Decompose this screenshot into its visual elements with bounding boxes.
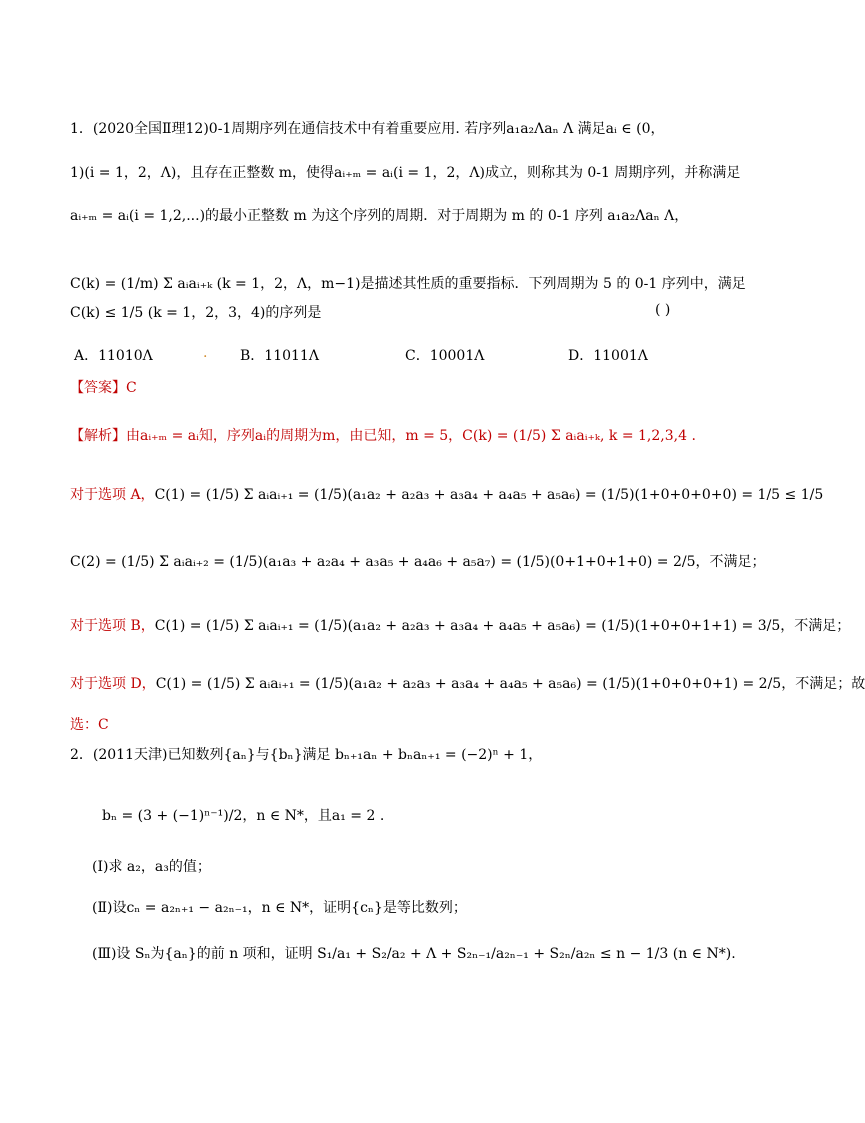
q1-line2 [70,162,740,182]
analysis-text: 由aᵢ₊ₘ = aᵢ知，序列aᵢ的周期为m，由已知，m = 5，C(k) = (1/5) Σ aᵢaᵢ₊ₖ, k = 1,2,3,4 . [126,428,696,444]
opt-b-label: 对于选项 B， [70,618,155,634]
q2-part2: (Ⅱ)设cₙ = a₂ₙ₊₁ − a₂ₙ₋₁，n ∈ N*，证明{cₙ}是等比数列； [92,900,467,916]
q1-line1-text: 1．(2020全国Ⅱ理12)0-1周期序列在通信技术中有着重要应用. 若序列a₁a₂Λaₙ Λ 满足aᵢ ∈ (0， [70,121,665,137]
q1-line2-text: 1)(i = 1，2，Λ)，且存在正整数 m，使得aᵢ₊ₘ = aᵢ(i = 1，2，Λ)成立，则称其为 0-1 周期序列，并称满足 [70,165,741,181]
opt-d-label: 对于选项 D， [70,676,156,692]
q1-line5 [70,302,321,322]
q2-part1: (Ⅰ)求 a₂，a₃的值； [92,859,211,875]
q1-option-d: D．11001Λ [568,348,648,364]
opt-a-c2-text: C(2) = (1/5) Σ aᵢaᵢ₊₂ = (1/5)(a₁a₃ + a₂a₄ + a₃a₅ + a₄a₆ + a₅a₇) = (1/5)(0+1+0+1+0) = 2/5，不满足； [70,554,766,570]
q1-conclusion: 选：C [70,717,109,733]
q1-line3 [70,205,688,225]
q1-opt-a-c1 [70,484,823,504]
q1-option-a: A．11010Λ [74,348,153,364]
opt-a-c1-text: C(1) = (1/5) Σ aᵢaᵢ₊₁ = (1/5)(a₁a₂ + a₂a₃ + a₃a₄ + a₄a₅ + a₅a₆) = (1/5)(1+0+0+0+0) = 1/5 ≤ 1/5 [154,487,824,503]
q1-opt-b-c1 [70,615,850,635]
q1-line5-text: C(k) ≤ 1/5 (k = 1，2，3，4)的序列是 [70,305,322,321]
q1-option-b: B．11011Λ [240,348,319,364]
q2-part3: (Ⅲ)设 Sₙ为{aₙ}的前 n 项和，证明 S₁/a₁ + S₂/a₂ + Λ + S₂ₙ₋₁/a₂ₙ₋₁ + S₂ₙ/a₂ₙ ≤ n − 1/3 (n ∈ N*). [92,946,736,962]
q1-line1 [70,118,664,138]
q1-opt-a-c2 [70,551,766,571]
q1-opt-d-c1 [70,673,865,693]
q1-line4-text: C(k) = (1/m) Σ aᵢaᵢ₊ₖ (k = 1，2，Λ，m−1)是描述其性质的重要指标．下列周期为 5 的 0-1 序列中，满足 [70,276,746,292]
q2-line2: bₙ = (3 + (−1)ⁿ⁻¹)/2，n ∈ N*，且a₁ = 2 . [102,808,385,824]
q2-line1: 2．(2011天津)已知数列{aₙ}与{bₙ}满足 bₙ₊₁aₙ + bₙaₙ₊₁ = (−2)ⁿ + 1， [70,747,543,763]
q1-answer: 【答案】C [70,380,137,396]
analysis-label: 【解析】 [70,428,126,444]
opt-d-c1-text: C(1) = (1/5) Σ aᵢaᵢ₊₁ = (1/5)(a₁a₂ + a₂a₃ + a₃a₄ + a₄a₅ + a₅a₆) = (1/5)(1+0+0+0+1) = 2/5，不满足；故 [155,676,865,692]
q1-blank: ( ) [655,302,671,318]
q1-analysis-line [70,425,696,445]
q1-option-c: C．10001Λ [405,348,485,364]
q1-option-dot: . [203,345,208,361]
opt-b-c1-text: C(1) = (1/5) Σ aᵢaᵢ₊₁ = (1/5)(a₁a₂ + a₂a₃ + a₃a₄ + a₄a₅ + a₅a₆) = (1/5)(1+0+0+1+1) = 3/5，不满足； [154,618,851,634]
opt-a-label: 对于选项 A， [70,487,155,503]
q1-line4 [70,273,746,293]
q1-line3-text: aᵢ₊ₘ = aᵢ(i = 1,2,...)的最小正整数 m 为这个序列的周期．对于周期为 m 的 0-1 序列 a₁a₂Λaₙ Λ， [70,208,689,224]
